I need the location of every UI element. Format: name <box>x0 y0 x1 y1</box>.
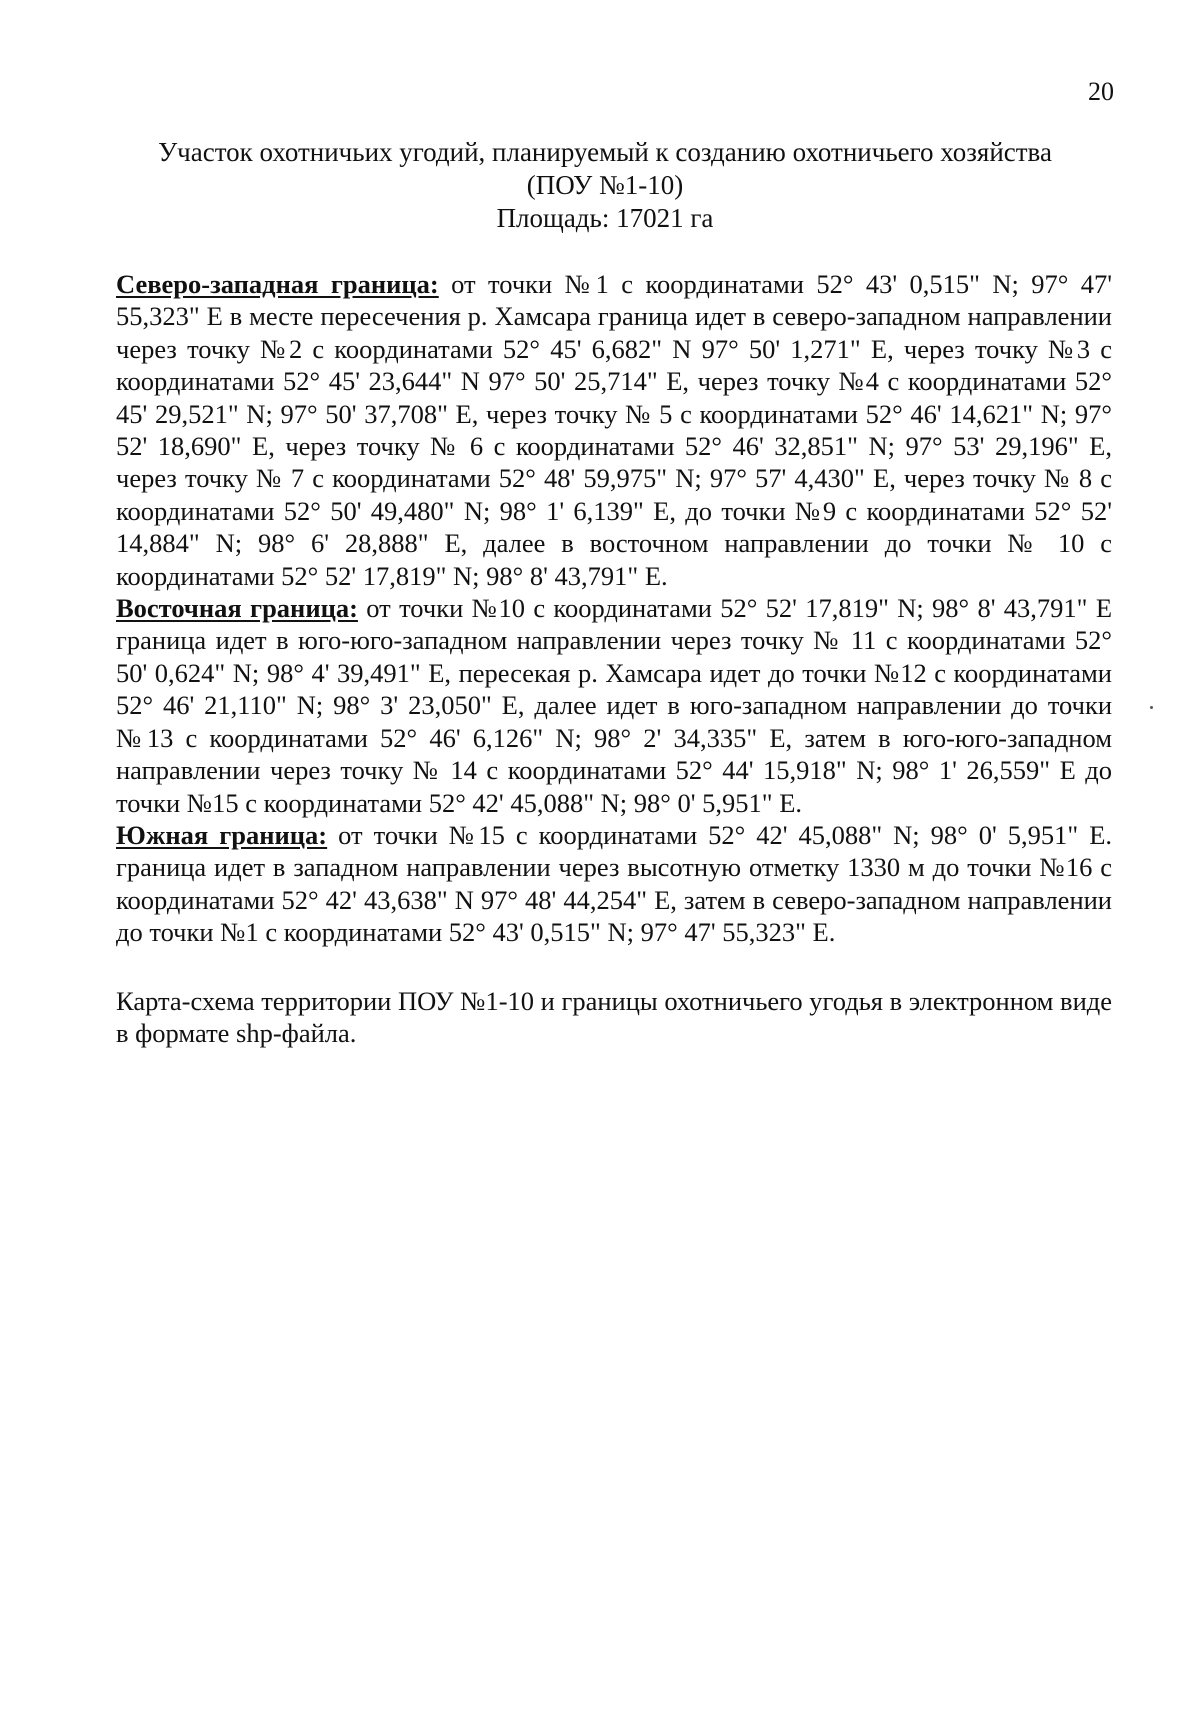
northwest-boundary-heading: Северо-западная граница: <box>116 269 439 299</box>
document-header <box>110 136 1100 235</box>
scan-speck <box>1150 706 1153 709</box>
south-boundary-paragraph <box>116 819 1112 949</box>
page-number: 20 <box>1088 77 1114 106</box>
east-boundary-paragraph <box>116 592 1112 819</box>
east-boundary-heading: Восточная граница: <box>116 593 358 624</box>
map-scheme-note: Карта-схема территории ПОУ №1-10 и границы охотничьего угодья в электронном виде в формате shp-файла. <box>116 985 1112 1048</box>
south-boundary-text: от точки №15 с координатами 52° 42' 45,088" N; 98° 0' 5,951" E. граница идет в западном направлении через высотную отметку 1330 м до точки №16 с координатами 52° 42' 43,638" N 97° 48' 44,254" E, затем в северо-западном направлении до точки №1 с координатами 52° 43' 0,515" N; 97° 47' 55,323" E. <box>116 819 1113 948</box>
header-area-line: Площадь: 17021 га <box>496 203 714 233</box>
east-boundary-text: от точки №10 с координатами 52° 52' 17,819" N; 98° 8' 43,791" E граница идет в юго-юго-западном направлении через точку № 11 с координатами 52° 50' 0,624" N; 98° 4' 39,491" E, пересекая р. Хамсара идет до точки №12 с координатами 52° 46' 21,110" N; 98° 3' 23,050" E, далее идет в юго-западном направлении до точки №13 с координатами 52° 46' 6,126" N; 98° 2' 34,335" E, затем в юго-юго-западном направлении через точку № 14 с координатами 52° 44' 15,918" N; 98° 1' 26,559" E до точки №15 с координатами 52° 42' 45,088" N; 98° 0' 5,951" E. <box>116 593 1113 818</box>
header-code-line: (ПОУ №1-10) <box>526 170 684 200</box>
document-body <box>116 268 1112 1049</box>
south-boundary-heading: Южная граница: <box>116 819 328 850</box>
northwest-boundary-paragraph <box>116 268 1112 592</box>
header-title-line: Участок охотничьих угодий, планируемый к созданию охотничьего хозяйства <box>158 137 1052 167</box>
northwest-boundary-text: от точки №1 с координатами 52° 43' 0,515" N; 97° 47' 55,323" E в месте пересечения р. Хамсара граница идет в северо-западном направлении через точку №2 с координатами 52° 45' 6,682" N 97° 50' 1,271" E, через точку №3 с координатами 52° 45' 23,644" N 97° 50' 25,714" E, через точку №4 с координатами 52° 45' 29,521" N; 97° 50' 37,708" E, через точку № 5 с координатами 52° 46' 14,621" N; 97° 52' 18,690" E, через точку № 6 с координатами 52° 46' 32,851" N; 97° 53' 29,196" E, через точку № 7 с координатами 52° 48' 59,975" N; 97° 57' 4,430" E, через точку № 8 с координатами 52° 50' 49,480" N; 98° 1' 6,139" E, до точки №9 с координатами 52° 52' 14,884" N; 98° 6' 28,888" E, далее в восточном направлении до точки № 10 с координатами 52° 52' 17,819" N; 98° 8' 43,791" E. <box>116 269 1112 591</box>
